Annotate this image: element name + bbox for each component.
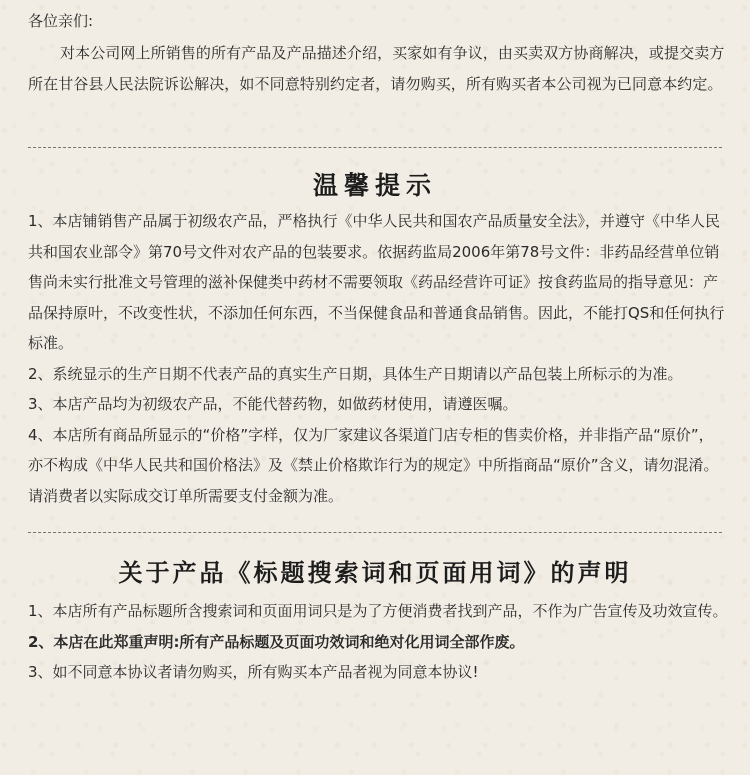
declaration-list bbox=[28, 596, 728, 688]
tips-item-2: 2、系统显示的生产日期不代表产品的真实生产日期，具体生产日期请以产品包装上所标示的为准。 bbox=[28, 364, 683, 383]
declaration-item-3: 3、如不同意本协议者请勿购买，所有购买本产品者视为同意本协议! bbox=[28, 663, 479, 681]
declaration-item-2: 2、本店在此郑重声明:所有产品标题及页面功效词和绝对化用词全部作废。 bbox=[28, 632, 525, 651]
intro-section bbox=[28, 6, 728, 101]
intro-paragraph: 对本公司网上所销售的所有产品及产品描述介绍，买家如有争议，由买卖双方协商解决，或提交卖方所在甘谷县人民法院诉讼解决，如不同意特别约定者，请勿购买，所有购买者本公司视为已同意本约定。 bbox=[28, 43, 725, 93]
declaration-title: 关于产品《标题搜索词和页面用词》的声明 bbox=[118, 559, 632, 587]
dashed-divider bbox=[28, 532, 722, 533]
greeting-text: 各位亲们: bbox=[28, 12, 94, 30]
tips-item-4: 4、本店所有商品所显示的“价格”字样，仅为厂家建议各渠道门店专柜的售卖价格，并非指产品“原价”，亦不构成《中华人民共和国价格法》及《禁止价格欺诈行为的规定》中所指商品“原价”含义，请勿混淆。请消费者以实际成交订单所需要支付金额为准。 bbox=[28, 425, 719, 505]
dashed-divider bbox=[28, 147, 722, 148]
tips-title: 温馨提示 bbox=[312, 171, 437, 200]
tips-list bbox=[28, 206, 728, 511]
tips-item-3: 3、本店产品均为初级农产品，不能代替药物，如做药材使用，请遵医嘱。 bbox=[28, 395, 518, 413]
declaration-item-1: 1、本店所有产品标题所含搜索词和页面用词只是为了方便消费者找到产品，不作为广告宣传及功效宣传。 bbox=[28, 602, 728, 620]
tips-item-1: 1、本店铺销售产品属于初级农产品，严格执行《中华人民共和国农产品质量安全法》，并遵守《中华人民共和国农业部令》第70号文件对农产品的包装要求。依据药监局2006年第78号文件：非药品经营单位销售尚未实行批准文号管理的滋补保健类中药材不需要领取《药品经营许可证》按食药监局的指导意见：产品保持原叶，不改变性状，不添加任何东西，不当保健食品和普通食品销售。因此，不能打QS和任何执行标准。 bbox=[28, 212, 725, 352]
